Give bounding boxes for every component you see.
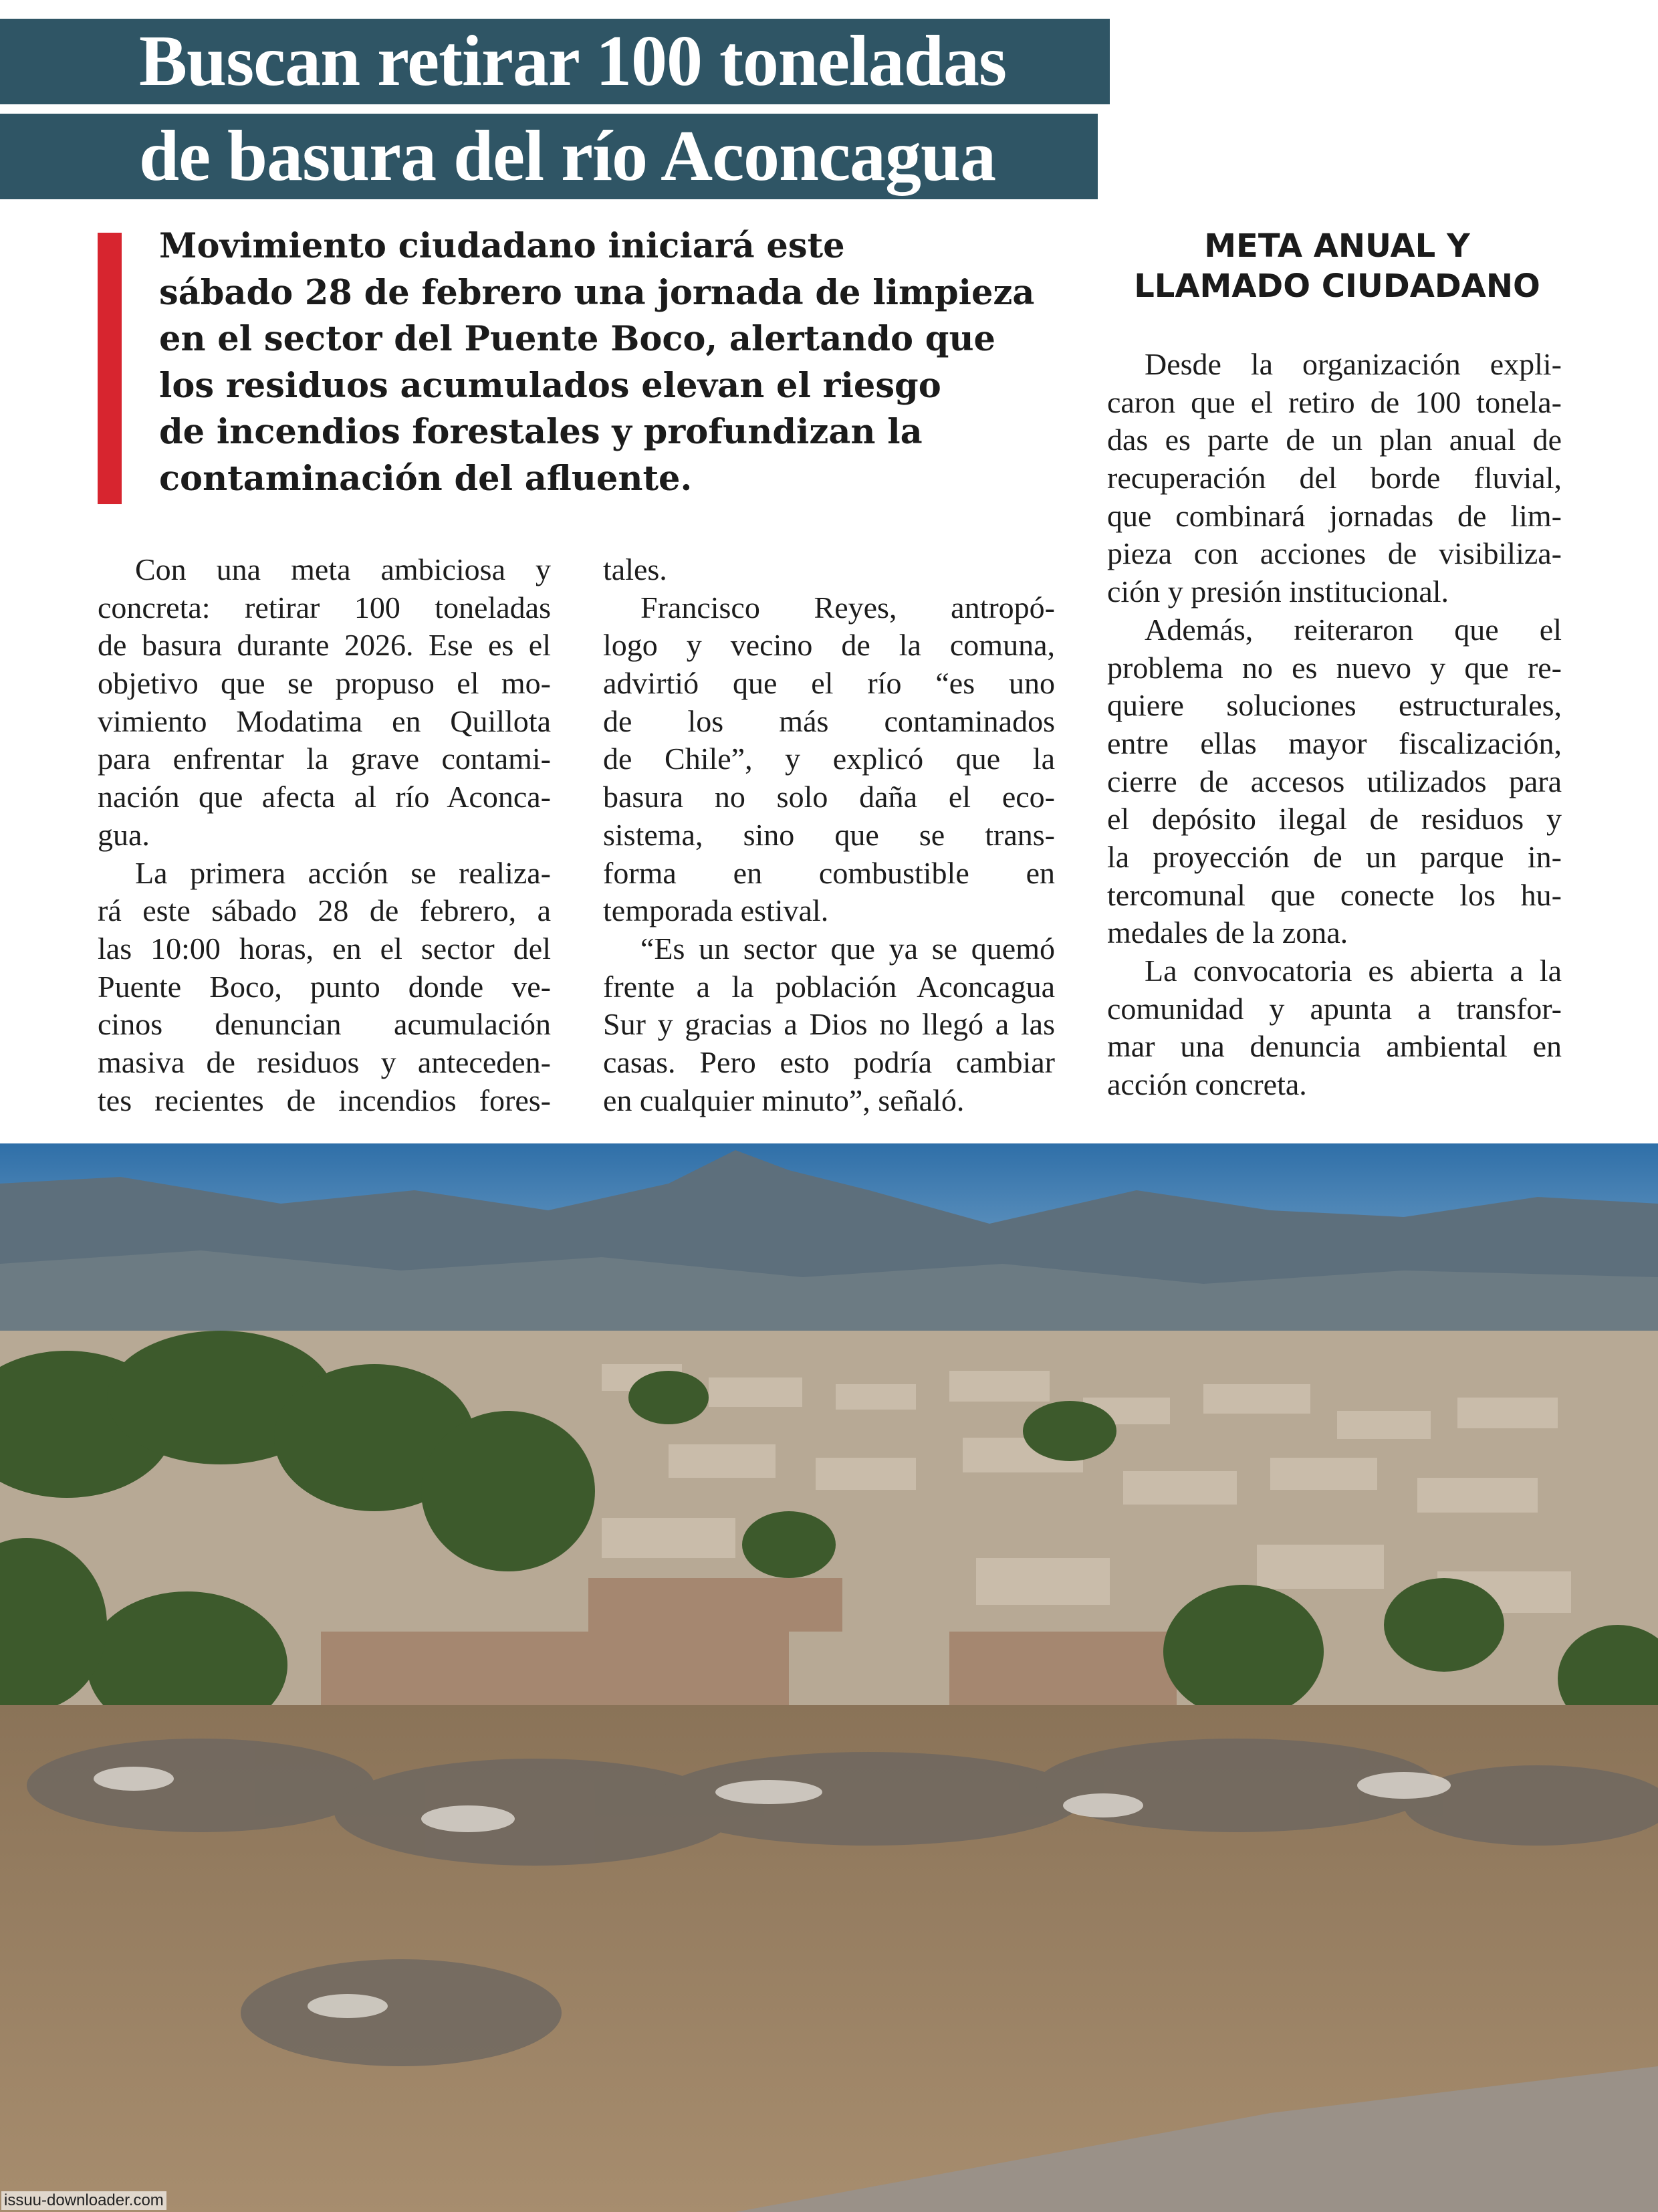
headline-line-2: de basura del río Aconcagua	[0, 114, 1098, 199]
text-line: ción y presión institucional.	[1107, 574, 1449, 609]
text-line: tes recientes de incendios fores-	[98, 1083, 551, 1117]
text-line: en cualquier minuto”, señaló.	[603, 1083, 965, 1117]
lead-line: de incendios forestales y profundizan la	[159, 412, 923, 452]
text-line: cinos denuncian acumulación	[98, 1007, 551, 1042]
text-line: das es parte de un plan anual de	[1107, 423, 1562, 457]
text-line: frente a la población Aconcagua	[603, 969, 1055, 1004]
text-line: La primera acción se realiza-	[135, 855, 551, 890]
text-line: de basura durante 2026. Ese es el	[98, 628, 551, 663]
text-line: logo y vecino de la comuna,	[603, 628, 1055, 663]
lead-line: los residuos acumulados elevan el riesgo	[159, 365, 941, 406]
text-line: Con una meta ambiciosa y	[135, 552, 551, 586]
text-line: pieza con acciones de visibiliza-	[1107, 536, 1562, 571]
text-line: Desde la organización expli-	[1145, 347, 1562, 381]
text-line: mar una denuncia ambiental en	[1107, 1029, 1562, 1064]
text-line: la proyección de un parque in-	[1107, 839, 1562, 874]
text-line: sistema, sino que se trans-	[603, 817, 1055, 852]
text-line: casas. Pero esto podría cambiar	[603, 1044, 1055, 1079]
lead-accent-bar	[98, 233, 122, 504]
text-line: gua.	[98, 817, 150, 852]
text-line: problema no es nuevo y que re-	[1107, 650, 1562, 685]
lead-paragraph	[159, 223, 1035, 502]
text-line: Francisco Reyes, antropó-	[640, 590, 1055, 625]
text-line: caron que el retiro de 100 tonela-	[1107, 384, 1562, 419]
lead-line: sábado 28 de febrero una jornada de limpieza	[159, 272, 1035, 313]
text-line: medales de la zona.	[1107, 915, 1348, 950]
lead-line: contaminación del afluente.	[159, 458, 693, 499]
text-line: “Es un sector que ya se quemó	[640, 931, 1055, 966]
text-line: masiva de residuos y anteceden-	[98, 1044, 551, 1079]
text-line: concreta: retirar 100 toneladas	[98, 590, 551, 625]
text-line: Puente Boco, punto donde ve-	[98, 969, 551, 1004]
lead-line: Movimiento ciudadano iniciará este	[159, 226, 845, 266]
text-line: objetivo que se propuso el mo-	[98, 666, 551, 701]
body-column-2	[603, 551, 1055, 1119]
text-line: recuperación del borde fluvial,	[1107, 461, 1562, 495]
text-line: Además, reiteraron que el	[1145, 612, 1562, 647]
body-column-1	[98, 551, 551, 1119]
text-line: forma en combustible en	[603, 855, 1055, 890]
text-line: entre ellas mayor fiscalización,	[1107, 726, 1562, 760]
text-line: de los más contaminados	[603, 703, 1055, 738]
text-line: comunidad y apunta a transfor-	[1107, 991, 1562, 1026]
text-line: temporada estival.	[603, 893, 829, 928]
text-line: basura no solo daña el eco-	[603, 780, 1055, 814]
text-line: nación que afecta al río Aconca-	[98, 780, 551, 814]
text-line: cierre de accesos utilizados para	[1107, 764, 1562, 798]
text-line: quiere soluciones estructurales,	[1107, 688, 1562, 723]
headline-line-1: Buscan retirar 100 toneladas	[0, 19, 1110, 104]
text-line: las 10:00 horas, en el sector del	[98, 931, 551, 966]
text-line: el depósito ilegal de residuos y	[1107, 802, 1562, 837]
text-line: rá este sábado 28 de febrero, a	[98, 893, 551, 928]
sidebar-heading-line: META ANUAL Y	[1204, 227, 1470, 265]
sidebar-heading	[1096, 226, 1578, 306]
text-line: Sur y gracias a Dios no llegó a las	[603, 1007, 1055, 1042]
text-line: acción concreta.	[1107, 1067, 1307, 1102]
photo-credit: issuu-downloader.com	[1, 2191, 166, 2210]
text-line: advirtió que el río “es uno	[603, 666, 1055, 701]
lead-line: en el sector del Puente Boco, alertando que	[159, 319, 995, 359]
photo-illustration	[0, 1143, 1658, 2212]
text-line: que combinará jornadas de lim-	[1107, 498, 1562, 533]
text-line: para enfrentar la grave contami-	[98, 742, 551, 776]
text-line: tercomunal que conecte los hu-	[1107, 877, 1562, 912]
text-line: tales.	[603, 552, 667, 586]
text-line: La convocatoria es abierta a la	[1145, 954, 1562, 988]
text-line: de Chile”, y explicó que la	[603, 742, 1055, 776]
riverbank-photo	[0, 1143, 1658, 2212]
text-line: vimiento Modatima en Quillota	[98, 703, 551, 738]
sidebar-heading-line: LLAMADO CIUDADANO	[1134, 267, 1540, 305]
body-column-3	[1107, 346, 1562, 1104]
